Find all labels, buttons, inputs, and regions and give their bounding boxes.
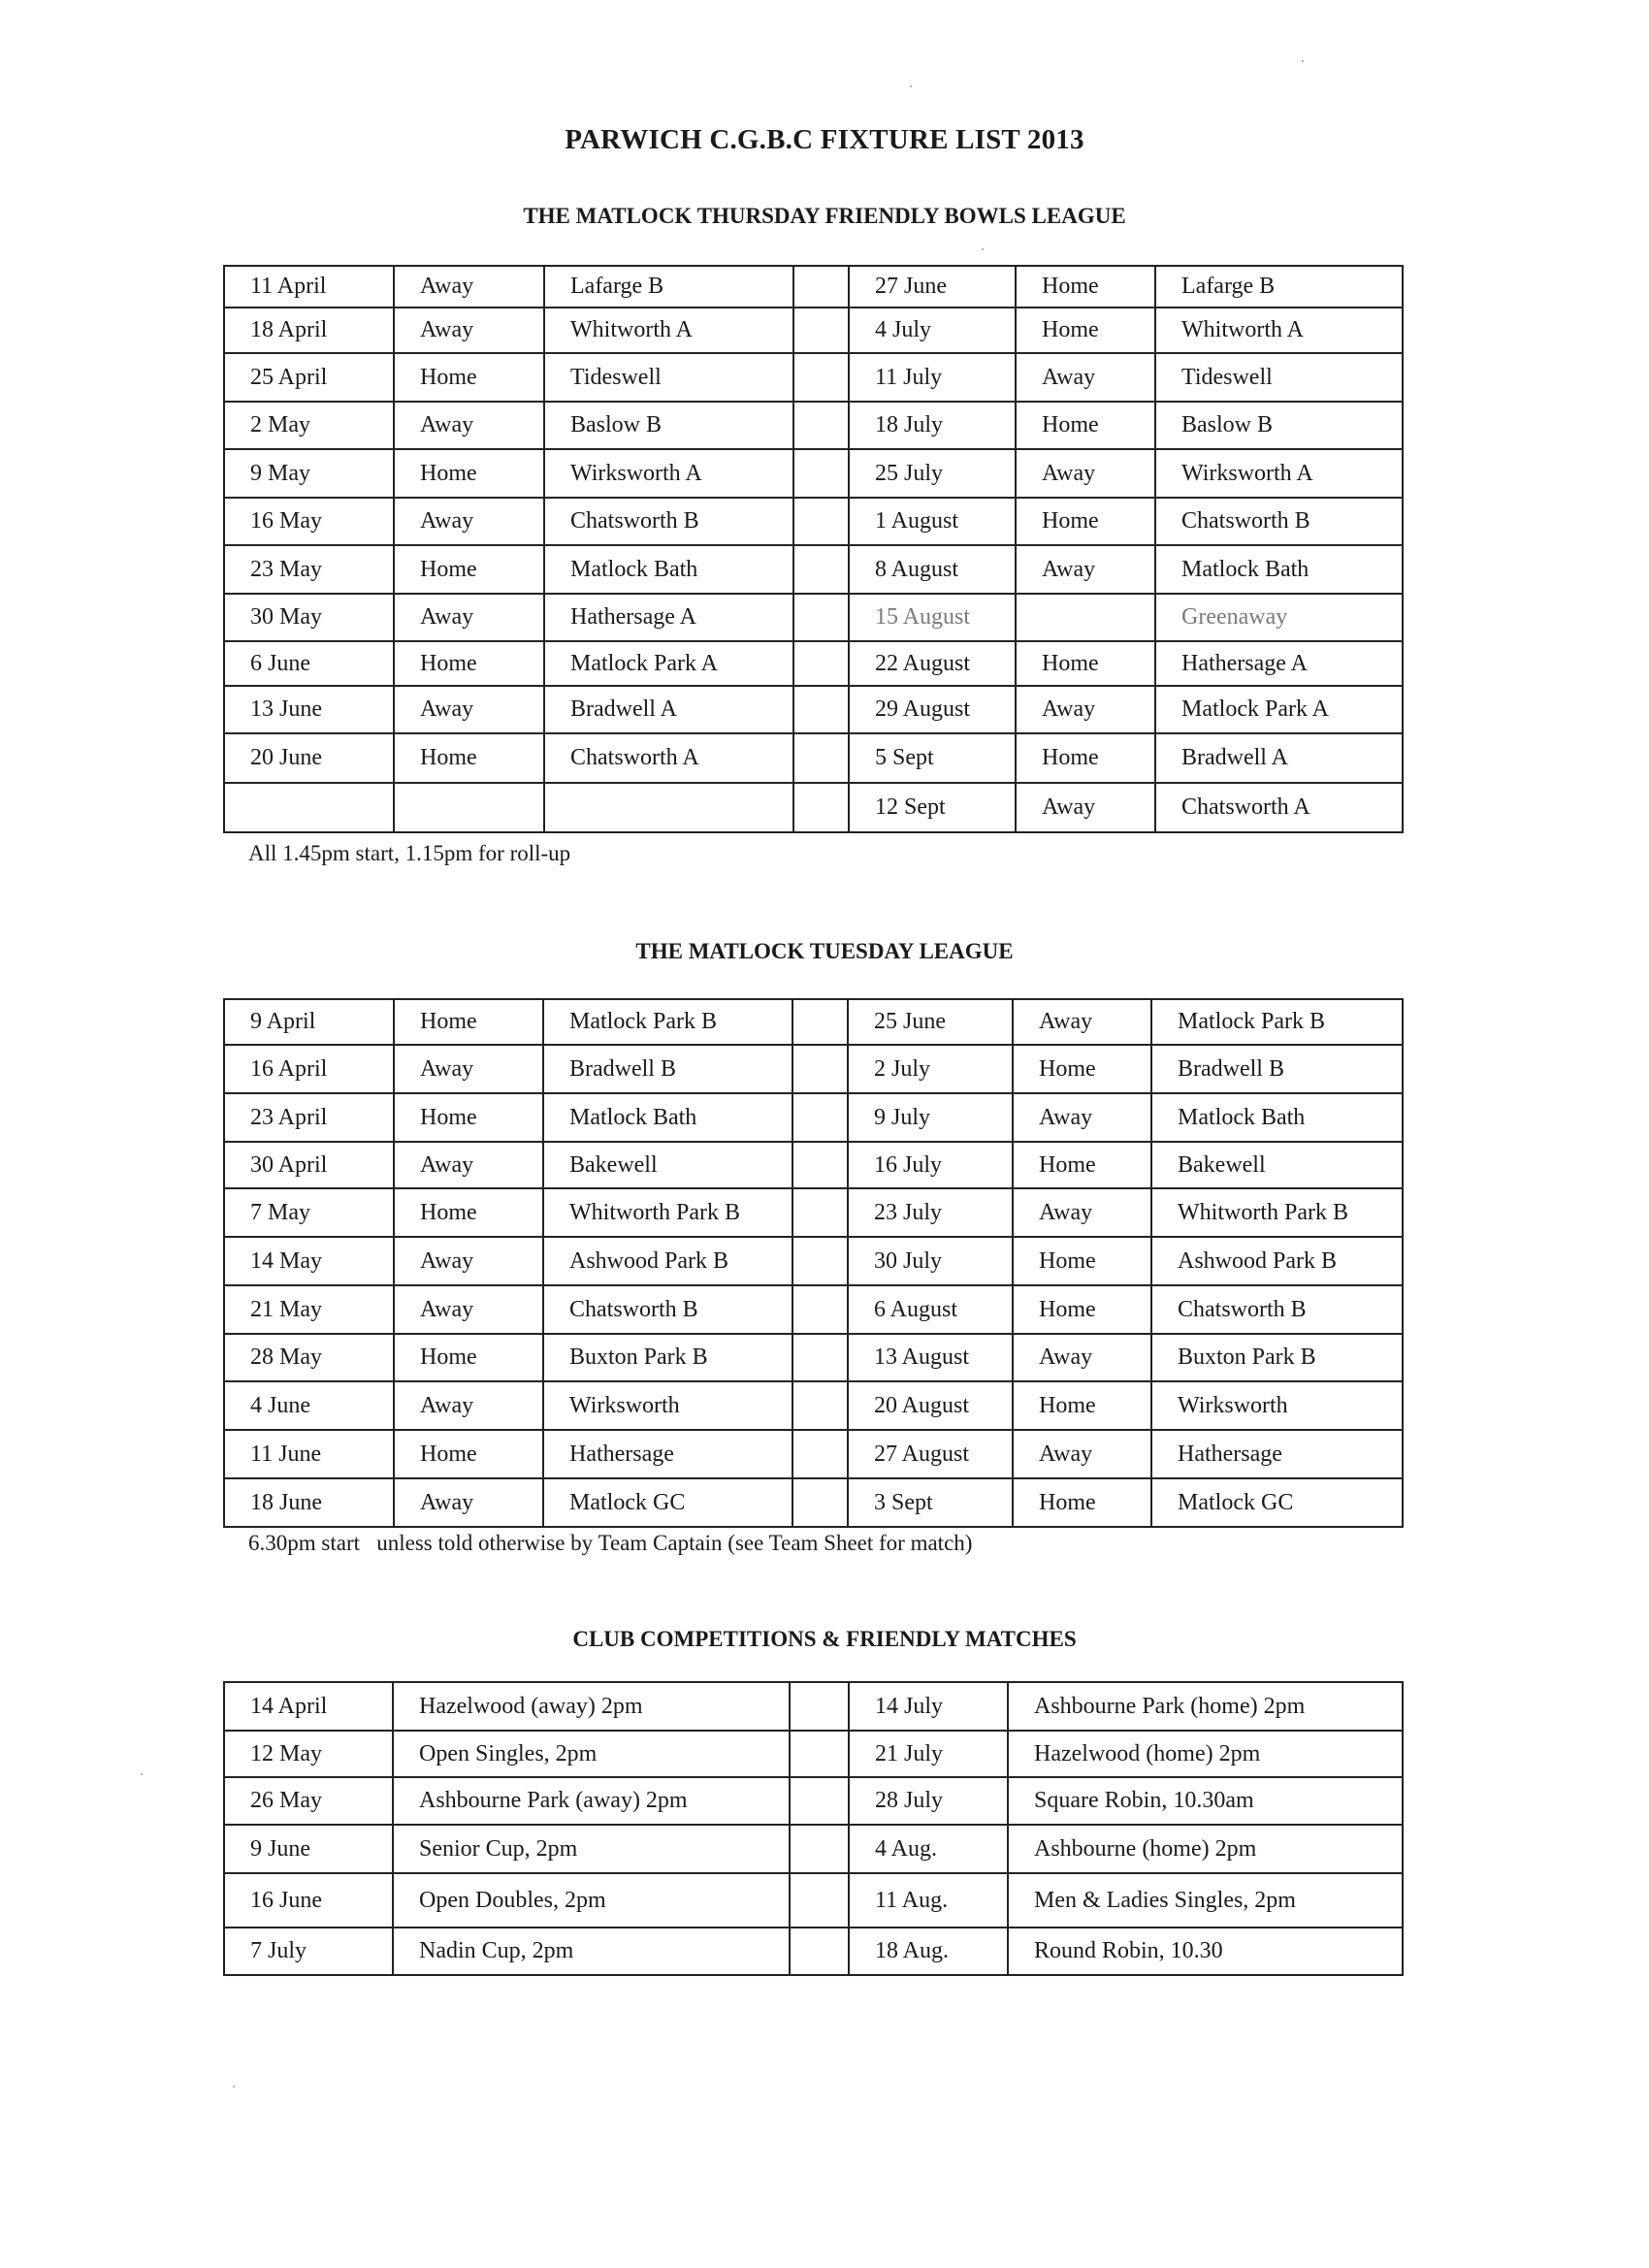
scan-speck — [1302, 60, 1304, 62]
competition-event: Open Singles, 2pm — [393, 1731, 790, 1777]
spacer-cell — [793, 498, 849, 545]
fixture-venue: Away — [394, 1142, 543, 1188]
competition-row — [224, 1682, 1403, 1731]
fixture-date: 27 June — [849, 266, 1016, 308]
fixture-venue: Away — [394, 1045, 543, 1093]
competition-date: 16 June — [224, 1873, 393, 1928]
fixture-row — [224, 545, 1403, 594]
fixture-opponent: Chatsworth B — [544, 498, 793, 545]
spacer-cell — [790, 1731, 849, 1777]
tuesday-league-heading: THE MATLOCK TUESDAY LEAGUE — [635, 939, 1014, 963]
tuesday-league-note: 6.30pm start unless told otherwise by Team Captain (see Team Sheet for match) — [248, 1531, 973, 1555]
fixture-date: 9 April — [224, 999, 394, 1045]
fixture-opponent: Matlock Bath — [1151, 1093, 1403, 1142]
fixture-date: 11 April — [224, 266, 394, 308]
fixture-opponent: Buxton Park B — [1151, 1334, 1403, 1381]
competition-date: 12 May — [224, 1731, 393, 1777]
fixture-venue: Home — [1016, 266, 1155, 308]
fixture-venue: Away — [394, 1237, 543, 1285]
fixture-venue: Away — [1016, 545, 1155, 594]
fixture-opponent: Chatsworth B — [543, 1285, 792, 1334]
fixture-date: 30 May — [224, 594, 394, 641]
fixture-date: 3 Sept — [848, 1478, 1013, 1527]
fixture-venue: Home — [394, 1334, 543, 1381]
thursday-league-table — [223, 265, 1404, 833]
fixture-venue: Home — [394, 1430, 543, 1478]
fixture-opponent: Bradwell A — [1155, 733, 1403, 783]
fixture-date: 20 August — [848, 1381, 1013, 1430]
fixture-row — [224, 353, 1403, 402]
fixture-date: 18 July — [849, 402, 1016, 449]
spacer-cell — [790, 1777, 849, 1825]
competition-date: 21 July — [849, 1731, 1008, 1777]
fixture-opponent: Matlock Bath — [543, 1093, 792, 1142]
fixture-venue: Home — [1016, 498, 1155, 545]
fixture-opponent: Whitworth A — [544, 308, 793, 353]
fixture-row — [224, 402, 1403, 449]
competition-date: 18 Aug. — [849, 1928, 1008, 1975]
fixture-date: 13 June — [224, 686, 394, 733]
scan-speck — [910, 85, 912, 87]
fixture-venue: Home — [394, 1093, 543, 1142]
competition-date: 14 July — [849, 1682, 1008, 1731]
fixture-date: 16 May — [224, 498, 394, 545]
scan-speck — [233, 2086, 235, 2088]
fixture-row — [224, 498, 1403, 545]
fixture-venue: Away — [1013, 1334, 1151, 1381]
fixture-opponent: Matlock Park B — [543, 999, 792, 1045]
competition-row — [224, 1777, 1403, 1825]
fixture-date: 28 May — [224, 1334, 394, 1381]
fixture-opponent: Whitworth A — [1155, 308, 1403, 353]
fixture-venue: Away — [394, 402, 544, 449]
competition-date: 9 June — [224, 1825, 393, 1873]
fixture-row — [224, 266, 1403, 308]
fixture-venue: Away — [394, 308, 544, 353]
competition-date: 4 Aug. — [849, 1825, 1008, 1873]
spacer-cell — [790, 1928, 849, 1975]
fixture-date: 11 June — [224, 1430, 394, 1478]
fixture-opponent: Matlock Park A — [544, 641, 793, 686]
fixture-row — [224, 1430, 1403, 1478]
fixture-opponent: Bradwell B — [543, 1045, 792, 1093]
fixture-date: 25 June — [848, 999, 1013, 1045]
fixture-date: 30 April — [224, 1142, 394, 1188]
fixture-date: 5 Sept — [849, 733, 1016, 783]
fixture-opponent: Matlock GC — [543, 1478, 792, 1527]
spacer-cell — [793, 783, 849, 832]
fixture-date: 9 July — [848, 1093, 1013, 1142]
fixture-venue: Home — [1016, 641, 1155, 686]
competition-date: 7 July — [224, 1928, 393, 1975]
fixture-opponent: Bakewell — [1151, 1142, 1403, 1188]
fixture-venue: Away — [1013, 1093, 1151, 1142]
thursday-league-note: All 1.45pm start, 1.15pm for roll-up — [248, 841, 571, 865]
fixture-opponent: Chatsworth A — [544, 733, 793, 783]
fixture-date: 22 August — [849, 641, 1016, 686]
fixture-opponent: Greenaway — [1155, 594, 1403, 641]
fixture-date: 18 April — [224, 308, 394, 353]
fixture-opponent: Baslow B — [544, 402, 793, 449]
fixture-row — [224, 1093, 1403, 1142]
fixture-opponent: Ashwood Park B — [543, 1237, 792, 1285]
fixture-opponent: Buxton Park B — [543, 1334, 792, 1381]
fixture-opponent: Baslow B — [1155, 402, 1403, 449]
fixture-venue: Away — [1016, 449, 1155, 498]
fixture-venue: Away — [1013, 1188, 1151, 1237]
competition-event: Ashbourne Park (away) 2pm — [393, 1777, 790, 1825]
spacer-cell — [792, 1381, 848, 1430]
fixture-venue: Home — [394, 999, 543, 1045]
fixture-row — [224, 1381, 1403, 1430]
fixture-opponent: Ashwood Park B — [1151, 1237, 1403, 1285]
fixture-row — [224, 449, 1403, 498]
fixture-venue: Home — [1016, 402, 1155, 449]
fixture-date: 15 August — [849, 594, 1016, 641]
fixture-date: 2 July — [848, 1045, 1013, 1093]
competition-date: 11 Aug. — [849, 1873, 1008, 1928]
fixture-opponent: Wirksworth — [1151, 1381, 1403, 1430]
fixture-opponent — [544, 783, 793, 832]
fixture-opponent: Whitworth Park B — [1151, 1188, 1403, 1237]
fixture-venue: Away — [394, 686, 544, 733]
fixture-opponent: Bakewell — [543, 1142, 792, 1188]
fixture-venue — [1016, 594, 1155, 641]
fixture-venue: Away — [394, 1285, 543, 1334]
fixture-date: 8 August — [849, 545, 1016, 594]
fixture-opponent: Matlock GC — [1151, 1478, 1403, 1527]
spacer-cell — [792, 1237, 848, 1285]
fixture-date: 25 April — [224, 353, 394, 402]
fixture-row — [224, 308, 1403, 353]
competition-row — [224, 1873, 1403, 1928]
spacer-cell — [793, 402, 849, 449]
tuesday-league-table — [223, 998, 1404, 1528]
fixture-row — [224, 1188, 1403, 1237]
fixture-row — [224, 1237, 1403, 1285]
competition-row — [224, 1731, 1403, 1777]
fixture-opponent: Matlock Park B — [1151, 999, 1403, 1045]
spacer-cell — [792, 999, 848, 1045]
fixture-venue: Away — [1013, 1430, 1151, 1478]
spacer-cell — [792, 1045, 848, 1093]
fixture-opponent: Bradwell A — [544, 686, 793, 733]
fixture-venue: Home — [394, 641, 544, 686]
fixture-opponent: Hathersage — [1151, 1430, 1403, 1478]
spacer-cell — [792, 1430, 848, 1478]
fixture-date: 20 June — [224, 733, 394, 783]
fixture-opponent: Hathersage A — [1155, 641, 1403, 686]
competition-date: 14 April — [224, 1682, 393, 1731]
competition-row — [224, 1825, 1403, 1873]
fixture-venue: Away — [394, 498, 544, 545]
spacer-cell — [793, 545, 849, 594]
spacer-cell — [793, 686, 849, 733]
fixture-venue: Home — [1013, 1237, 1151, 1285]
fixture-opponent: Whitworth Park B — [543, 1188, 792, 1237]
fixture-opponent: Chatsworth B — [1151, 1285, 1403, 1334]
fixture-date: 23 April — [224, 1093, 394, 1142]
spacer-cell — [793, 353, 849, 402]
fixture-date — [224, 783, 394, 832]
fixture-date: 4 June — [224, 1381, 394, 1430]
spacer-cell — [793, 594, 849, 641]
fixture-venue: Home — [394, 353, 544, 402]
competition-event: Square Robin, 10.30am — [1008, 1777, 1403, 1825]
fixture-venue: Away — [394, 594, 544, 641]
fixture-venue: Home — [394, 1188, 543, 1237]
spacer-cell — [792, 1188, 848, 1237]
spacer-cell — [792, 1285, 848, 1334]
fixture-date: 9 May — [224, 449, 394, 498]
fixture-opponent: Hathersage — [543, 1430, 792, 1478]
fixture-row — [224, 1285, 1403, 1334]
fixture-date: 29 August — [849, 686, 1016, 733]
fixture-venue: Home — [394, 449, 544, 498]
fixture-date: 11 July — [849, 353, 1016, 402]
fixture-opponent: Wirksworth A — [1155, 449, 1403, 498]
fixture-opponent: Tideswell — [1155, 353, 1403, 402]
fixture-row — [224, 1334, 1403, 1381]
fixture-opponent: Wirksworth — [543, 1381, 792, 1430]
fixture-opponent: Hathersage A — [544, 594, 793, 641]
fixture-opponent: Matlock Bath — [1155, 545, 1403, 594]
competition-row — [224, 1928, 1403, 1975]
page-title: PARWICH C.G.B.C FIXTURE LIST 2013 — [565, 124, 1084, 155]
fixture-date: 13 August — [848, 1334, 1013, 1381]
fixture-venue: Home — [1013, 1478, 1151, 1527]
competition-date: 26 May — [224, 1777, 393, 1825]
fixture-row — [224, 686, 1403, 733]
spacer-cell — [793, 266, 849, 308]
fixture-row — [224, 1478, 1403, 1527]
club-competitions-table — [223, 1681, 1404, 1976]
fixture-venue: Home — [1013, 1285, 1151, 1334]
competition-event: Ashbourne Park (home) 2pm — [1008, 1682, 1403, 1731]
fixture-venue: Away — [1016, 353, 1155, 402]
fixture-date: 23 May — [224, 545, 394, 594]
spacer-cell — [793, 449, 849, 498]
fixture-row — [224, 999, 1403, 1045]
competition-event: Senior Cup, 2pm — [393, 1825, 790, 1873]
fixture-date: 30 July — [848, 1237, 1013, 1285]
fixture-opponent: Chatsworth B — [1155, 498, 1403, 545]
competition-event: Ashbourne (home) 2pm — [1008, 1825, 1403, 1873]
spacer-cell — [790, 1873, 849, 1928]
fixture-date: 27 August — [848, 1430, 1013, 1478]
fixture-row — [224, 641, 1403, 686]
fixture-row — [224, 1045, 1403, 1093]
fixture-opponent: Wirksworth A — [544, 449, 793, 498]
fixture-date: 16 April — [224, 1045, 394, 1093]
fixture-opponent: Matlock Bath — [544, 545, 793, 594]
fixture-venue — [394, 783, 544, 832]
fixture-date: 25 July — [849, 449, 1016, 498]
fixture-row — [224, 783, 1403, 832]
fixture-date: 6 August — [848, 1285, 1013, 1334]
fixture-date: 18 June — [224, 1478, 394, 1527]
thursday-league-heading: THE MATLOCK THURSDAY FRIENDLY BOWLS LEAGUE — [523, 204, 1126, 228]
fixture-opponent: Chatsworth A — [1155, 783, 1403, 832]
spacer-cell — [792, 1093, 848, 1142]
fixture-venue: Home — [1013, 1045, 1151, 1093]
fixture-venue: Away — [1013, 999, 1151, 1045]
fixture-row — [224, 733, 1403, 783]
fixture-venue: Away — [394, 1381, 543, 1430]
spacer-cell — [792, 1334, 848, 1381]
fixture-venue: Away — [394, 1478, 543, 1527]
competition-event: Men & Ladies Singles, 2pm — [1008, 1873, 1403, 1928]
fixture-date: 12 Sept — [849, 783, 1016, 832]
fixture-venue: Home — [394, 733, 544, 783]
fixture-row — [224, 594, 1403, 641]
fixture-date: 14 May — [224, 1237, 394, 1285]
fixture-date: 23 July — [848, 1188, 1013, 1237]
club-competitions-heading: CLUB COMPETITIONS & FRIENDLY MATCHES — [572, 1627, 1077, 1651]
competition-event: Round Robin, 10.30 — [1008, 1928, 1403, 1975]
fixture-venue: Home — [394, 545, 544, 594]
competition-event: Hazelwood (home) 2pm — [1008, 1731, 1403, 1777]
fixture-venue: Away — [394, 266, 544, 308]
fixture-venue: Away — [1016, 783, 1155, 832]
competition-event: Nadin Cup, 2pm — [393, 1928, 790, 1975]
fixture-venue: Home — [1016, 733, 1155, 783]
fixture-row — [224, 1142, 1403, 1188]
spacer-cell — [792, 1142, 848, 1188]
spacer-cell — [790, 1682, 849, 1731]
fixture-opponent: Tideswell — [544, 353, 793, 402]
competition-date: 28 July — [849, 1777, 1008, 1825]
fixture-date: 2 May — [224, 402, 394, 449]
fixture-opponent: Lafarge B — [1155, 266, 1403, 308]
spacer-cell — [790, 1825, 849, 1873]
competition-event: Open Doubles, 2pm — [393, 1873, 790, 1928]
fixture-date: 1 August — [849, 498, 1016, 545]
spacer-cell — [793, 308, 849, 353]
fixture-date: 21 May — [224, 1285, 394, 1334]
spacer-cell — [792, 1478, 848, 1527]
fixture-venue: Away — [1016, 686, 1155, 733]
competition-event: Hazelwood (away) 2pm — [393, 1682, 790, 1731]
fixture-venue: Home — [1013, 1381, 1151, 1430]
scan-speck — [982, 248, 984, 250]
fixture-date: 6 June — [224, 641, 394, 686]
spacer-cell — [793, 641, 849, 686]
fixture-venue: Home — [1013, 1142, 1151, 1188]
fixture-date: 7 May — [224, 1188, 394, 1237]
spacer-cell — [793, 733, 849, 783]
fixture-date: 4 July — [849, 308, 1016, 353]
fixture-opponent: Bradwell B — [1151, 1045, 1403, 1093]
fixture-opponent: Lafarge B — [544, 266, 793, 308]
fixture-venue: Home — [1016, 308, 1155, 353]
scan-speck — [141, 1773, 143, 1775]
fixture-date: 16 July — [848, 1142, 1013, 1188]
fixture-opponent: Matlock Park A — [1155, 686, 1403, 733]
